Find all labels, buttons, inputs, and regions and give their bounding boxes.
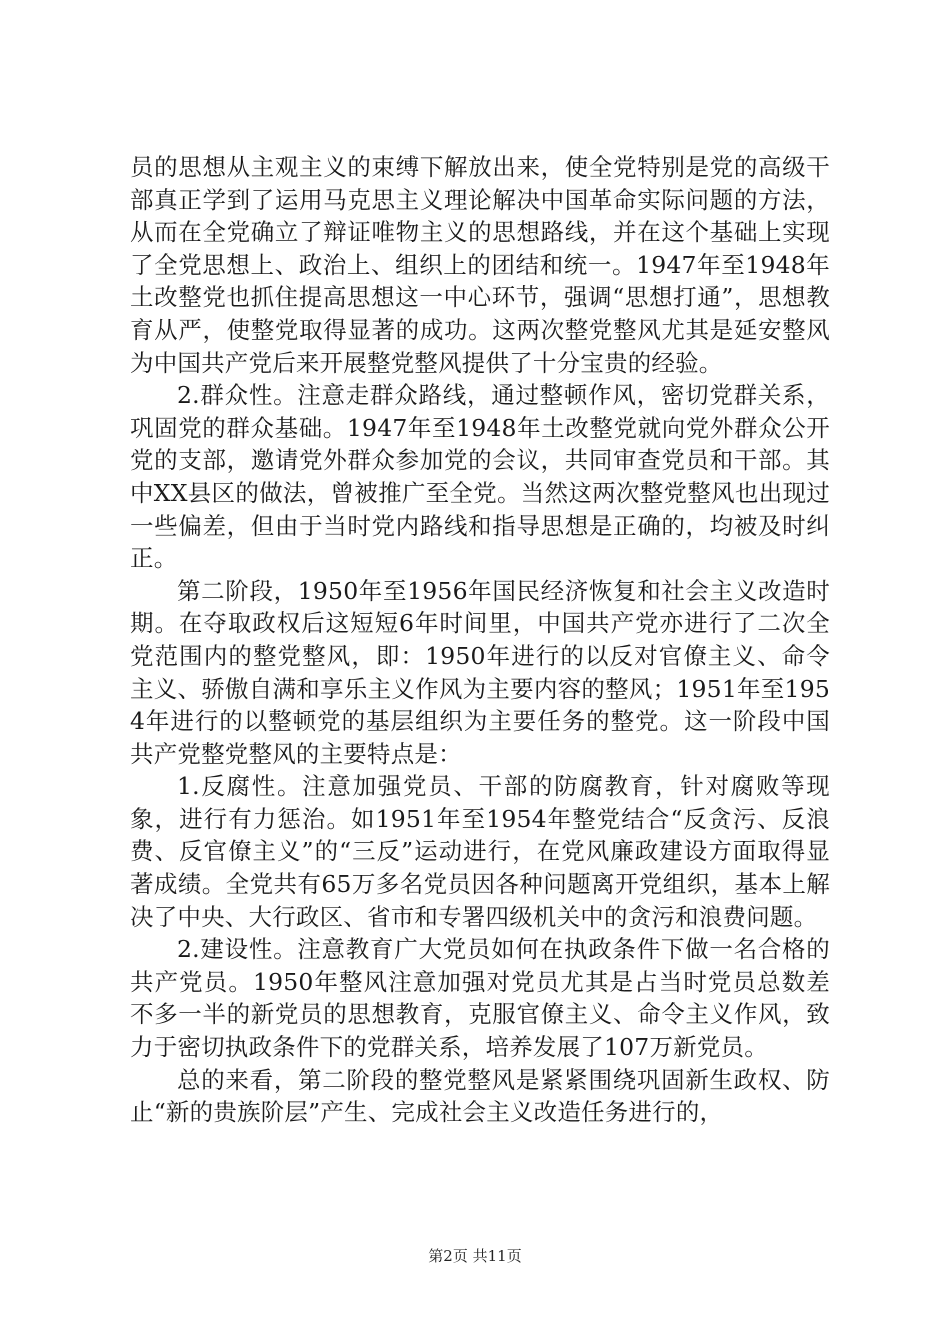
paragraph-second-stage: 第二阶段，1950年至1956年国民经济恢复和社会主义改造时期。在夺取政权后这短短6年时间里，中国共产党亦进行了二次全党范围内的整党整风，即：1950年进行的以反对官僚主义、命令主义、骄傲自满和享乐主义作风为主要内容的整风；1951年至1954年进行的以整顿党的基层组织为主要任务的整党。这一阶段中国共产党整党整风的主要特点是： xyxy=(130,576,830,768)
paragraph-continuation: 员的思想从主观主义的束缚下解放出来，使全党特别是党的高级干部真正学到了运用马克思主义理论解决中国革命实际问题的方法，从而在全党确立了辩证唯物主义的思想路线，并在这个基础上实现了全党思想上、政治上、组织上的团结和统一。1947年至1948年土改整党也抓住提高思想这一中心环节，强调“思想打通”，思想教育从严，使整党取得显著的成功。这两次整党整风尤其是延安整风为中国共产党后来开展整党整风提供了十分宝贵的经验。 xyxy=(130,153,830,377)
document-body xyxy=(130,151,830,1129)
paragraph-constructive: 2.建设性。注意教育广大党员如何在执政条件下做一名合格的共产党员。1950年整风注意加强对党员尤其是占当时党员总数差不多一半的新党员的思想教育，克服官僚主义、命令主义作风，致力于密切执政条件下的党群关系，培养发展了107万新党员。 xyxy=(130,935,830,1062)
page-number-footer: 第2页 共11页 xyxy=(428,1247,522,1265)
paragraph-anti-corruption: 1.反腐性。注意加强党员、干部的防腐教育，针对腐败等现象，进行有力惩治。如1951年至1954年整党结合“反贪污、反浪费、反官僚主义”的“三反”运动进行，在党风廉政建设方面取得显著成绩。全党共有65万多名党员因各种问题离开党组织，基本上解决了中央、大行政区、省市和专署四级机关中的贪污和浪费问题。 xyxy=(130,772,830,931)
paragraph-mass-line: 2.群众性。注意走群众路线，通过整顿作风，密切党群关系，巩固党的群众基础。1947年至1948年土改整党就向党外群众公开党的支部，邀请党外群众参加党的会议，共同审查党员和干部。其中XX县区的做法，曾被推广至全党。当然这两次整党整风也出现过一些偏差，但由于当时党内路线和指导思想是正确的，均被及时纠正。 xyxy=(130,381,830,573)
paragraph-summary: 总的来看，第二阶段的整党整风是紧紧围绕巩固新生政权、防止“新的贵族阶层”产生、完成社会主义改造任务进行的， xyxy=(130,1065,830,1127)
